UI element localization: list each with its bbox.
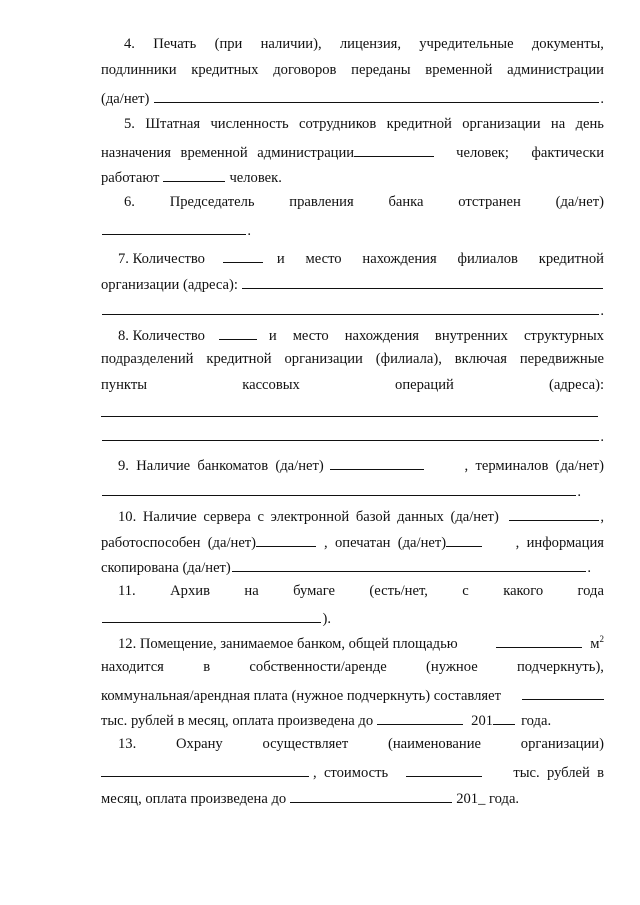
item-12-paid-date-field[interactable] [377, 711, 463, 725]
item-13-paid-date-field[interactable] [290, 789, 452, 803]
item-8-line-5 [101, 427, 604, 447]
item-9-text-a: 9. Наличие банкоматов (да/нет) [118, 458, 324, 474]
item-8-text-b-word: внутренних [434, 328, 508, 344]
item-11-line-1-word: на [244, 583, 259, 599]
item-5-line-1-word: на [550, 116, 566, 132]
item-13-line-1-word: осуществляет [262, 736, 349, 752]
item-6-line-1 [124, 195, 604, 215]
item-8-line-2-word: организации [284, 351, 363, 367]
item-8-text-b-word: нахождения [344, 328, 419, 344]
item-8-text-b [269, 329, 604, 344]
item-12-text-b: коммунальная/арендная плата (нужное подчеркнуть) составляет [101, 688, 501, 704]
item-4-line-3 [101, 89, 604, 109]
item-6-line-1-word: банка [388, 194, 424, 210]
item-8-line-3-word: (адреса): [549, 377, 604, 393]
item-4-yesno-label: (да/нет) [101, 91, 150, 107]
item-6-answer-field[interactable] [102, 221, 246, 235]
item-7-text-c: организации (адреса): [101, 277, 238, 293]
period: . [600, 303, 604, 319]
item-12-line-3 [101, 686, 604, 706]
item-4-line-2 [101, 63, 604, 83]
item-4-line-2-word: временной [425, 62, 493, 78]
item-8-address-field-1[interactable] [101, 416, 598, 417]
item-13-line-1-word: Охрану [176, 736, 223, 752]
item-13-text-d: 201_ года. [456, 791, 520, 807]
item-8-text-b-word: и [268, 328, 277, 344]
item-11-year-field[interactable] [102, 609, 321, 623]
item-4-line-1-word: (при [214, 36, 243, 52]
item-12-text-c: тыс. рублей в месяц, оплата произведена до [101, 713, 374, 729]
item-11-text-b: ). [322, 611, 331, 627]
item-12-line-1 [118, 634, 604, 654]
item-9-text-b: , терминалов (да/нет) [464, 458, 604, 474]
item-4-line-2-word: администрации [507, 62, 604, 78]
item-7-count-field[interactable] [223, 249, 263, 263]
item-6-line-1-word: 6. [124, 194, 135, 210]
item-7-text-b-word: филиалов [457, 251, 518, 267]
item-5-line-1-word: кредитной [386, 116, 452, 132]
item-8-line-2-word: передвижные [519, 351, 604, 367]
item-4-line-1-word: Печать [153, 36, 197, 52]
item-5-text-c: фактически [531, 145, 604, 161]
item-5-line-1-word: 5. [124, 116, 135, 132]
item-10-text-b: работоспособен (да/нет) [101, 535, 257, 551]
item-13-line-1-word: организации) [520, 736, 604, 752]
item-5-text-d: работают [101, 170, 160, 186]
item-11-line-1-word: какого [503, 583, 544, 599]
item-8-line-3-word: пункты [101, 377, 147, 393]
item-6-line-1-word: (да/нет) [555, 194, 604, 210]
item-5-line-1 [124, 117, 604, 137]
item-12-text-d: 201 [471, 713, 494, 729]
item-5-line-1-word: сотрудников [299, 116, 377, 132]
item-9-terminals-field[interactable] [102, 482, 576, 496]
item-13-text-a: , стоимость [313, 765, 389, 781]
item-13-line-2 [101, 763, 604, 783]
item-12-line-2-word: находится [101, 659, 164, 675]
period: . [600, 429, 604, 445]
item-7-line-3 [101, 301, 604, 321]
item-8-line-2-word: включая [454, 351, 507, 367]
item-11-line-1 [118, 584, 604, 604]
item-11-line-1-word: с [462, 583, 469, 599]
item-12-line-2-word: подчеркнуть), [516, 659, 604, 675]
item-4-line-2-word: кредитных [191, 62, 259, 78]
item-10-line-2 [101, 533, 604, 553]
item-4-line-2-word: договоров [273, 62, 337, 78]
item-11-line-2 [101, 609, 331, 629]
item-13-text-b: тыс. рублей в [513, 765, 604, 781]
item-4-line-2-word: подлинники [101, 62, 177, 78]
item-12-year-field[interactable] [493, 711, 515, 725]
item-12-text-e: года. [521, 713, 552, 729]
comma: , [600, 509, 604, 525]
item-4-line-1-word: лицензия, [339, 36, 401, 52]
item-4-line-1-word: наличии), [260, 36, 322, 52]
item-5-line-1-word: Штатная [145, 116, 201, 132]
item-12-line-2-word: в [203, 659, 211, 675]
item-10-text-a: 10. Наличие сервера с электронной базой данных (да/нет) [118, 509, 499, 525]
item-6-line-2 [101, 221, 251, 241]
item-4-answer-field[interactable] [154, 89, 599, 103]
item-13-line-1 [118, 737, 604, 757]
item-8-text-a: 8. Количество [118, 328, 205, 344]
item-8-line-2-word: подразделений [101, 351, 194, 367]
item-10-working-field[interactable] [256, 533, 316, 547]
item-7-line-2 [101, 275, 604, 295]
item-4-line-1-word: документы, [531, 36, 604, 52]
item-10-server-field[interactable] [509, 507, 600, 521]
item-10-line-1 [118, 507, 604, 527]
item-10-sealed-field[interactable] [446, 533, 482, 547]
item-11-line-1-word: (есть/нет, [369, 583, 428, 599]
item-7-text-b-word: нахождения [362, 251, 437, 267]
item-13-line-1-word: (наименование [387, 736, 482, 752]
item-12-unit: $м^2$ [590, 634, 604, 652]
item-4-line-1-word: 4. [124, 36, 135, 52]
item-10-copied-field[interactable] [232, 558, 587, 572]
item-10-line-3 [101, 558, 591, 578]
item-11-line-1-word: Архив [170, 583, 210, 599]
item-13-organization-field[interactable] [101, 763, 309, 777]
item-5-text-a: назначения временной администрации [101, 145, 355, 161]
item-5-line-1-word: организации [462, 116, 541, 132]
period: . [577, 484, 581, 500]
item-12-rent-field[interactable] [522, 686, 604, 700]
item-10-text-e: скопирована (да/нет) [101, 560, 231, 576]
item-8-line-3-word: операций [395, 377, 454, 393]
period: . [587, 560, 591, 576]
item-5-line-2 [101, 143, 604, 163]
item-8-count-field[interactable] [219, 326, 257, 340]
item-7-line-1 [118, 249, 604, 269]
item-10-text-c: , опечатан (да/нет) [324, 535, 447, 551]
item-5-text-b: человек; [456, 145, 509, 161]
item-12-area-field[interactable] [496, 634, 582, 648]
item-8-line-3 [101, 378, 604, 398]
item-9-line-2 [101, 482, 581, 502]
item-8-line-1 [118, 326, 604, 346]
item-8-text-b-word: структурных [523, 328, 604, 344]
item-10-text-d: , информация [515, 535, 604, 551]
item-5-line-1-word: численность [210, 116, 289, 132]
item-11-line-1-word: 11. [118, 583, 136, 599]
item-6-line-1-word: правления [289, 194, 354, 210]
item-8-address-field-2[interactable] [102, 427, 599, 441]
item-4-line-1 [124, 37, 604, 57]
item-7-text-b-word: место [305, 251, 342, 267]
item-13-line-3 [101, 789, 604, 809]
item-8-line-2-word: кредитной [206, 351, 272, 367]
item-9-line-1 [118, 456, 604, 476]
item-7-text-b-word: и [276, 251, 285, 267]
item-8-line-2 [101, 352, 604, 372]
item-5-line-1-word: день [575, 116, 604, 132]
period: . [600, 91, 604, 107]
period: . [247, 223, 251, 239]
item-13-line-1-word: 13. [118, 736, 137, 752]
item-12-text-a: 12. Помещение, занимаемое банком, общей площадью [118, 636, 458, 652]
item-5-text-e: человек. [229, 170, 282, 186]
item-11-line-1-word: бумаге [293, 583, 335, 599]
item-11-line-1-word: года [577, 583, 604, 599]
item-4-line-1-word: учредительные [419, 36, 514, 52]
item-7-text-b-word: кредитной [538, 251, 604, 267]
item-7-address-field-1[interactable] [242, 275, 603, 289]
item-13-cost-field[interactable] [406, 763, 482, 777]
item-12-line-2 [101, 660, 604, 680]
item-12-line-2-word: собственности/аренде [249, 659, 387, 675]
item-12-line-4 [101, 711, 604, 731]
item-8-line-2-word: (филиала), [375, 351, 442, 367]
item-5-working-count-field[interactable] [163, 168, 225, 182]
item-6-line-1-word: Председатель [169, 194, 255, 210]
item-8-text-b-word: место [292, 328, 329, 344]
item-4-line-2-word: переданы [351, 62, 411, 78]
item-12-line-2-word: (нужное [426, 659, 478, 675]
item-7-text-b [277, 252, 604, 267]
item-7-text-a: 7. Количество [118, 251, 205, 267]
item-13-text-c: месяц, оплата произведена до [101, 791, 287, 807]
item-6-line-1-word: отстранен [458, 194, 521, 210]
item-9-atm-field[interactable] [330, 456, 424, 470]
item-5-staff-count-field[interactable] [354, 143, 434, 157]
item-5-line-3 [101, 168, 604, 188]
item-8-line-3-word: кассовых [242, 377, 300, 393]
item-7-address-field-2[interactable] [102, 301, 599, 315]
